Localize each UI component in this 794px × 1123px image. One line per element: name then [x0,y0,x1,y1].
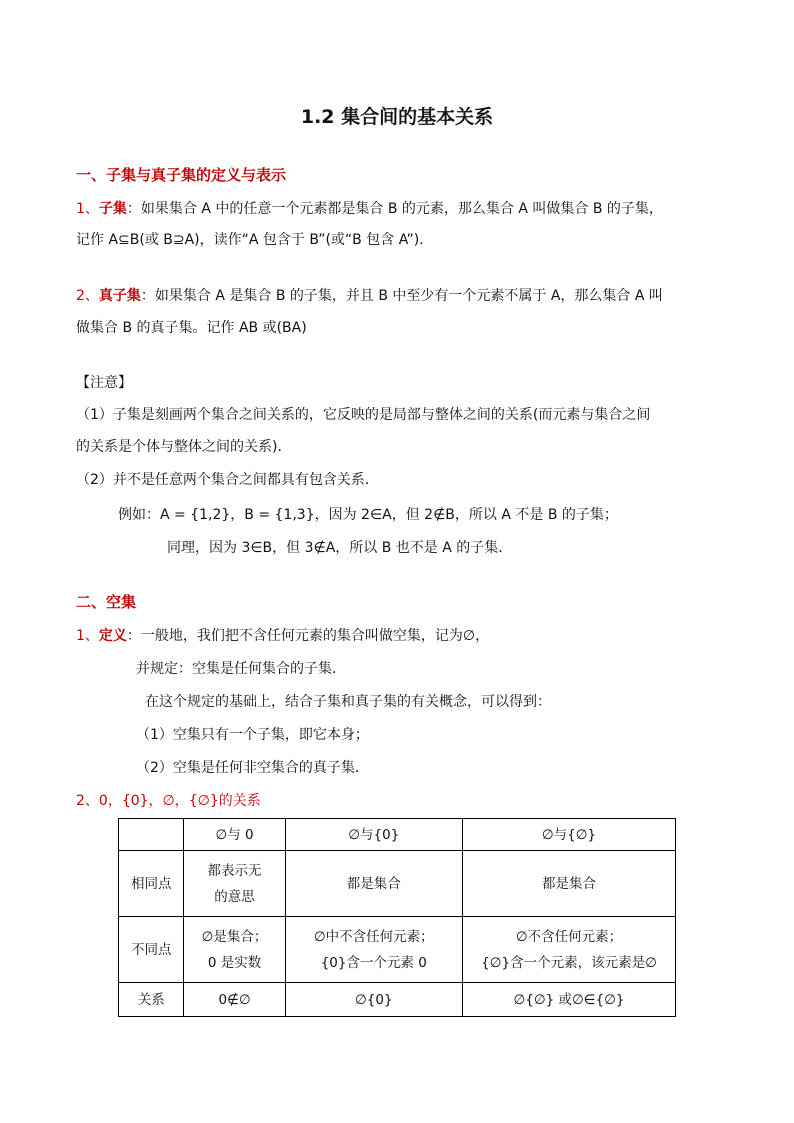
table-cell [184,851,285,917]
empty-set-definition-text: ：一般地，我们把不含任何元素的集合叫做空集，记为∅， [126,628,490,644]
subset-definition-line1 [76,199,663,219]
empty-set-rule: 并规定：空集是任何集合的子集． [136,661,346,677]
empty-set-basis: 在这个规定的基础上，结合子集和真子集的有关概念，可以得到： [145,694,551,710]
page-title: 1.2 集合间的基本关系 [300,106,494,128]
table-row-similarity [119,851,676,917]
cell-line: ∅{∅} 或∅∈{∅} [513,991,625,1008]
section-heading-empty-set: 二、空集 [76,593,137,611]
note-1-line2: 的关系是个体与整体之间的关系)． [76,439,292,455]
proper-subset-definition-text: ：如果集合 A 是集合 B 的子集，并且 B 中至少有一个元素不属于 A，那么集合 A 叫 [140,288,663,304]
table-header-cell [119,819,184,851]
note-2: （2）并不是任意两个集合之间都具有包含关系． [76,472,379,488]
term-proper-subset: 真子集 [98,288,141,304]
section-heading-subsets: 一、子集与真子集的定义与表示 [76,166,287,184]
table-cell [285,983,462,1017]
table-header-row [119,819,676,851]
example-line2: 同理，因为 3∈B，但 3∉A，所以 B 也不是 A 的子集． [167,540,513,556]
example-line1: 例如：A = {1,2}，B = {1,3}，因为 2∈A，但 2∉B，所以 A 不是 B 的子集； [118,507,618,523]
item-number: 1、 [76,201,99,217]
empty-set-point-2: （2）空集是任何非空集合的真子集． [136,760,369,776]
table-header-cell: ∅与{∅} [462,819,675,851]
subset-definition-line2: 记作 A⊆B(或 B⊇A)，读作“A 包含于 B”(或“B 包含 A”)． [76,232,434,248]
term-definition: 定义 [98,628,127,644]
table-cell [184,983,285,1017]
cell-line: ∅中不含任何元素； [313,928,434,945]
item-number: 2、 [76,288,99,304]
table-cell [285,851,462,917]
note-heading: 【注意】 [76,375,132,391]
table-row-label: 不同点 [119,917,184,983]
table-row-relation [119,983,676,1017]
subset-definition-text: ：如果集合 A 中的任意一个元素都是集合 B 的元素，那么集合 A 叫做集合 B 的子集， [126,201,663,217]
table-row-label: 关系 [119,983,184,1017]
cell-line: 都是集合 [541,875,596,892]
table-cell [462,851,675,917]
cell-line: 的意思 [214,888,255,905]
table-cell [462,983,675,1017]
table-row-difference [119,917,676,983]
table-cell [285,917,462,983]
cell-line: 0∉∅ [218,991,251,1008]
table-header-cell: ∅与{0} [285,819,462,851]
cell-line: {0}含一个元素 0 [320,954,427,971]
cell-line: ∅不含任何元素； [515,928,623,945]
proper-subset-definition-line2: 做集合 B 的真子集。记作 AB 或(BA) [76,320,307,336]
note-1-line1: （1）子集是刻画两个集合之间关系的，它反映的是局部与整体之间的关系(而元素与集合之间 [76,407,651,423]
item-number: 1、 [76,628,99,644]
table-cell [462,917,675,983]
relation-table [118,818,676,1017]
empty-set-point-1: （1）空集只有一个子集，即它本身； [136,727,369,743]
cell-line: ∅是集合； [201,928,268,945]
cell-line: 都表示无 [207,862,262,879]
cell-line: 0 是实数 [207,954,262,971]
proper-subset-definition-line1 [76,286,663,306]
cell-line: 都是集合 [346,875,401,892]
term-subset: 子集 [98,201,127,217]
table-header-cell: ∅与 0 [184,819,285,851]
cell-line: {∅}含一个元素，该元素是∅ [481,954,657,971]
empty-set-definition [76,626,489,646]
cell-line: ∅{0} [355,991,393,1008]
relation-heading: 2、0，{0}，∅，{∅}的关系 [76,793,261,809]
table-cell [184,917,285,983]
table-row-label: 相同点 [119,851,184,917]
